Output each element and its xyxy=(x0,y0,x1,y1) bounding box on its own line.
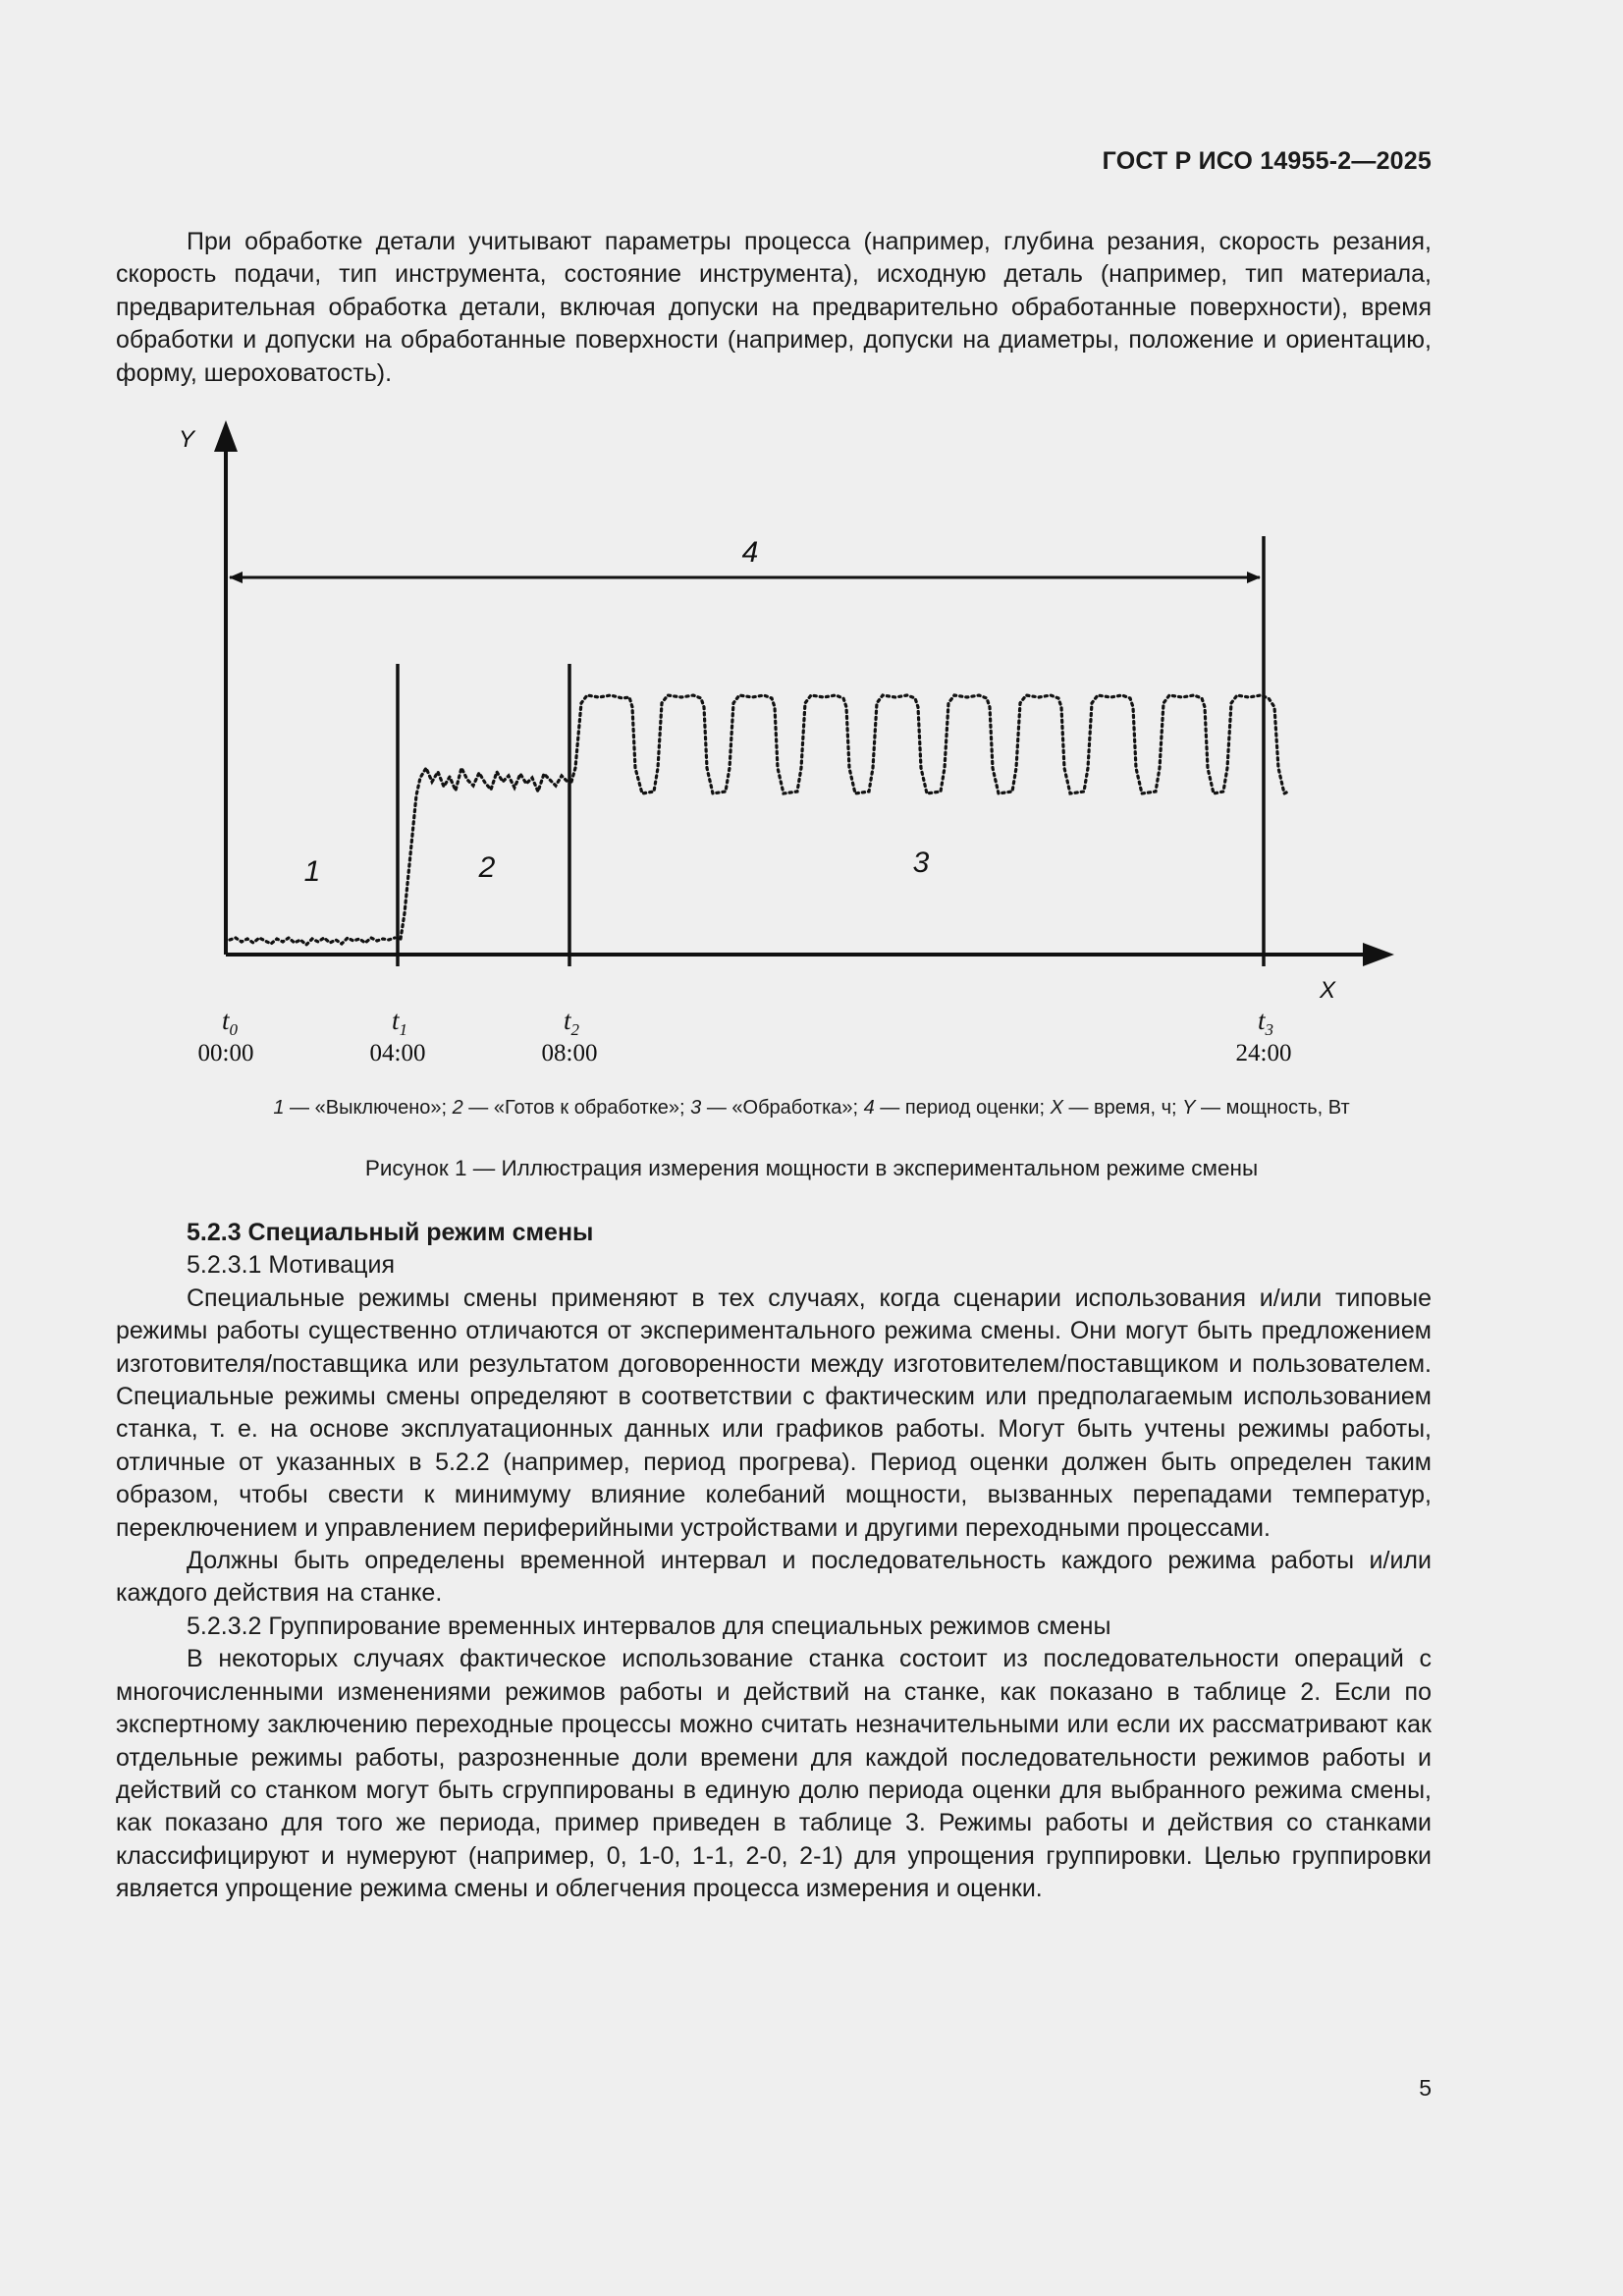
legend-key-3: 3 xyxy=(690,1097,702,1119)
time-marker-t3 xyxy=(1236,1006,1292,1066)
region-label-4: 4 xyxy=(741,536,759,569)
legend-text-3: — «Обработка»; xyxy=(701,1097,864,1119)
intro-text xyxy=(116,226,1432,390)
legend-text-4: — период оценки; xyxy=(874,1097,1051,1119)
time-marker-value: 00:00 xyxy=(197,1040,254,1066)
subsection-title-2: 5.2.3.2 Группирование временных интервалов для специальных режимов смены xyxy=(187,1612,1111,1640)
legend-key-4: 4 xyxy=(863,1097,875,1119)
legend-key-1: 1 xyxy=(273,1097,285,1119)
legend-key-2: 2 xyxy=(452,1097,463,1119)
time-marker-symbol: $t_0$ xyxy=(221,1006,239,1039)
time-marker-symbol: $t_1$ xyxy=(391,1006,408,1039)
section-paragraph-3: В некоторых случаях фактическое использование станка состоит из последовательности операций с многочисленными изменениями режимов работы и действий на станке, как показано в таблице 2. Если по экспертному заключению переходные процессы можно считать незначительными или если их рассматривают как отдельные режимы работы, разрозненные доли времени для каждой последовательности режимов работы и действий со станком могут быть сгруппированы в единую долю периода оценки для выбранного режима смены, как показано для того же периода, пример приведен в таблице 3. Режимы работы и действия со станками классифицируют и нумеруют (например, 0, 1-0, 1-1, 2-0, 2-1) для упрощения группировки. Целью группировки является упрощение режима смены и облегчения процесса измерения и оценки. xyxy=(116,1645,1432,1903)
power-signal-processing xyxy=(571,695,1288,793)
figure-1 xyxy=(116,412,1432,1080)
power-diagram xyxy=(116,412,1432,1080)
time-marker-symbol: $t_3$ xyxy=(1257,1006,1274,1039)
legend-text-x: — время, ч; xyxy=(1062,1097,1183,1119)
time-marker-value: 08:00 xyxy=(541,1040,598,1066)
section-paragraph-1: Специальные режимы смены применяют в тех случаях, когда сценарии использования и/или типовые режимы работы существенно отличаются от экспериментального режима смены. Они могут быть предложением изготовителя/поставщика или результатом договоренности между изготовителем/поставщиком и пользователем. Специальные режимы смены определяют в соответствии с фактическим или предполагаемым использованием станка, т. е. на основе эксплуатационных данных или графиков работы. Могут быть учтены режимы работы, отличные от указанных в 5.2.2 (например, период прогрева). Период оценки должен быть определен таким образом, чтобы свести к минимуму влияние колебаний мощности, вызванных перепадами температур, переключением и управлением периферийными устройствами и другими переходными процессами. xyxy=(116,1284,1432,1542)
legend-text-1: — «Выключено»; xyxy=(284,1097,453,1119)
time-marker-value: 24:00 xyxy=(1235,1040,1292,1066)
region-label-3: 3 xyxy=(912,847,930,879)
legend-key-x: X xyxy=(1050,1097,1063,1119)
document-code: ГОСТ Р ИСО 14955-2—2025 xyxy=(1102,147,1432,175)
subsection-title-1: 5.2.3.1 Мотивация xyxy=(187,1251,395,1280)
figure-caption: Рисунок 1 — Иллюстрация измерения мощности в экспериментальном режиме смены xyxy=(364,1156,1259,1180)
intro-paragraph: При обработке детали учитывают параметры процесса (например, глубина резания, скорость резания, скорость подачи, тип инструмента, состояние инструмента), исходную деталь (например, тип материала, предварительная обработка детали, включая допуски на предварительно обработанные поверхности), время обработки и допуски на обработанные поверхности (например, допуски на диаметры, положение и ориентацию, форму, шероховатость). xyxy=(116,228,1432,387)
x-axis-arrow xyxy=(1363,943,1394,966)
section-title: 5.2.3 Специальный режим смены xyxy=(187,1219,594,1246)
time-marker-t0 xyxy=(198,1006,254,1066)
figure-legend xyxy=(0,1097,1623,1120)
time-marker-t2 xyxy=(542,1006,598,1066)
time-marker-value: 04:00 xyxy=(369,1040,426,1066)
section-5-2-3 xyxy=(116,1217,1432,1906)
time-marker-t1 xyxy=(370,1006,426,1066)
x-axis-label: X xyxy=(1320,977,1336,1004)
time-marker-symbol: $t_2$ xyxy=(563,1006,580,1039)
page-number: 5 xyxy=(1419,2075,1432,2101)
y-axis-arrow xyxy=(214,420,238,452)
power-signal-off xyxy=(230,938,395,945)
legend-key-y: Y xyxy=(1182,1097,1196,1119)
region-label-2: 2 xyxy=(478,851,496,884)
region-label-1: 1 xyxy=(303,855,321,888)
section-paragraph-2: Должны быть определены временной интервал и последовательность каждого режима работы и/или каждого действия на станке. xyxy=(116,1547,1432,1608)
legend-text-y: — мощность, Вт xyxy=(1195,1097,1350,1119)
legend-text-2: — «Готов к обработке»; xyxy=(462,1097,691,1119)
y-axis-label: Y xyxy=(179,426,195,453)
